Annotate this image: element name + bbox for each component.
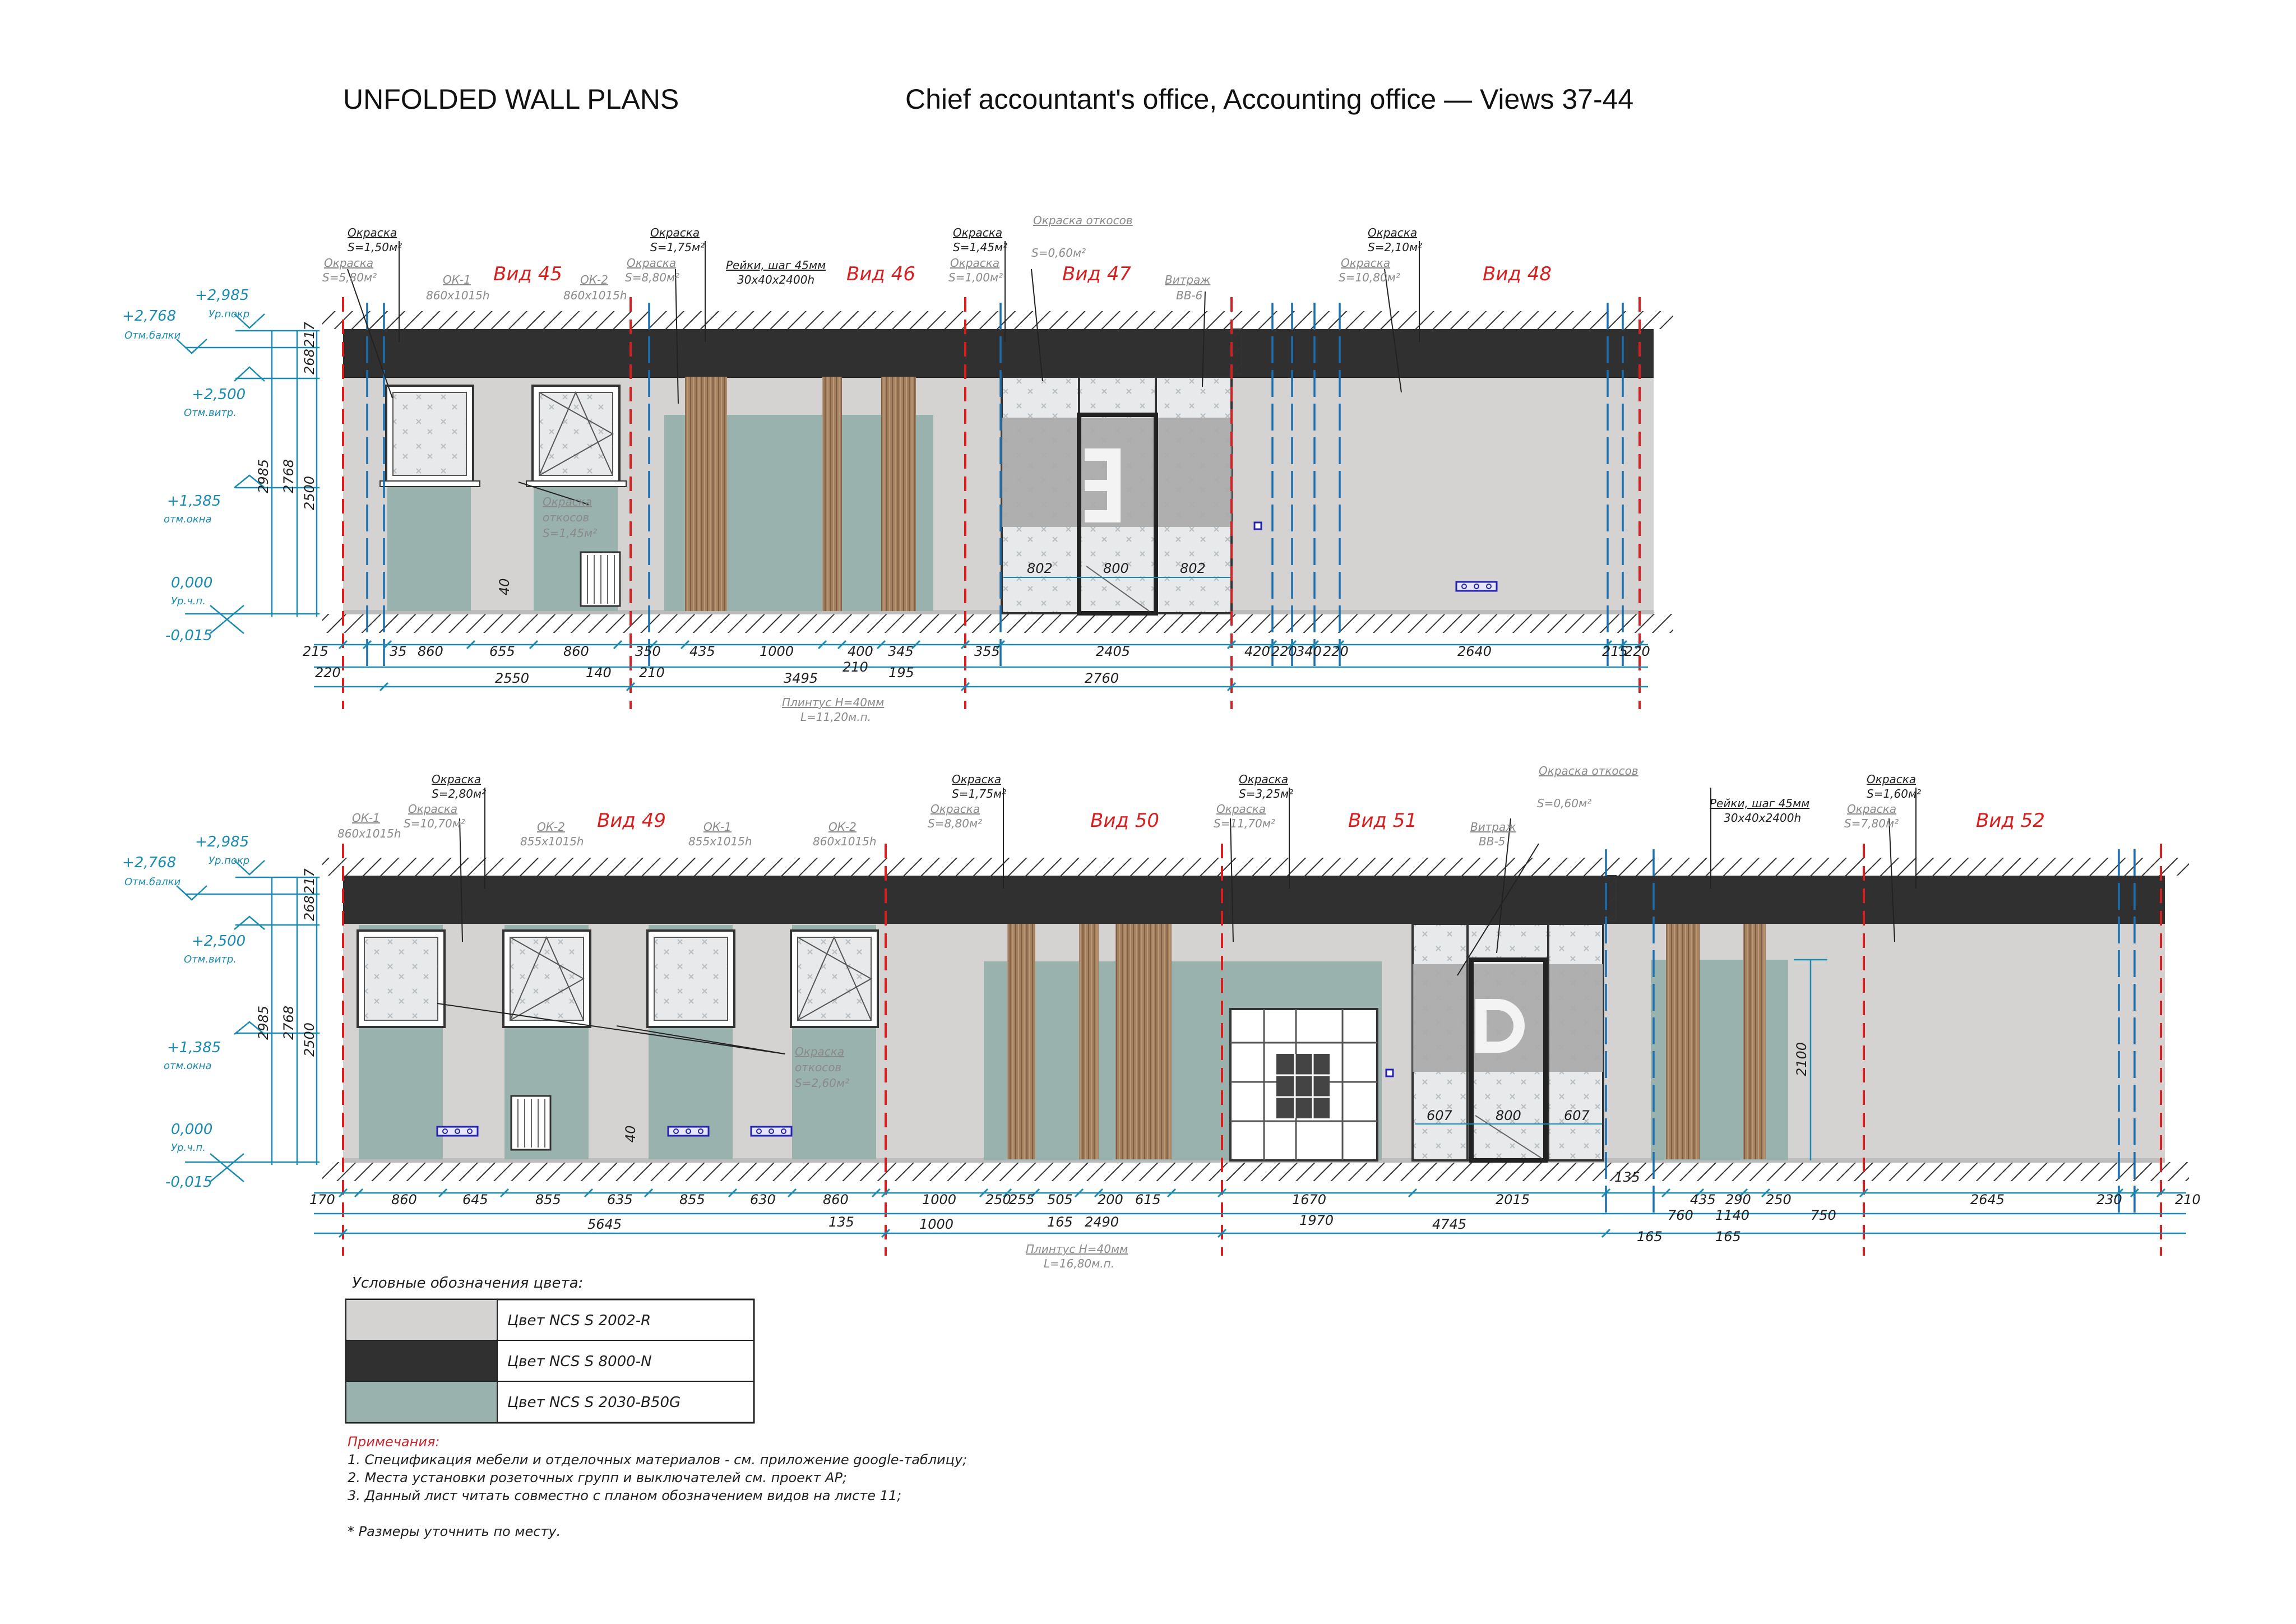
dim: 435 — [689, 644, 715, 659]
row1-elevation — [185, 241, 1673, 709]
dim: 220 — [1271, 644, 1297, 659]
wood-slat-icon — [1115, 924, 1172, 1159]
callout-area: S=7,80м² — [1844, 817, 1899, 830]
socket-icon — [1456, 582, 1497, 591]
dim: 210 — [843, 659, 868, 675]
radiator-icon — [511, 1096, 550, 1150]
dim: 250 — [1766, 1192, 1792, 1207]
door-dim: 800 — [1103, 561, 1129, 576]
view-label: Вид 45 — [493, 263, 563, 285]
door-dim: 607 — [1427, 1108, 1452, 1123]
elevation-label: 0,000 — [171, 1121, 213, 1138]
callout-name: Окраска — [408, 802, 458, 816]
dim: 1140 — [1715, 1207, 1750, 1223]
legend-item: Цвет NCS S 2030-B50G — [507, 1394, 681, 1411]
callout-area: S=8,80м² — [625, 271, 680, 284]
dim: 3495 — [784, 670, 818, 686]
callout-name: Окраска — [1867, 772, 1917, 786]
dim: 855 — [535, 1192, 561, 1207]
sheet-subtitle: Chief accountant's office, Accounting office — Views 37-44 — [905, 84, 1634, 115]
callout-name: Окраска откосов — [1539, 764, 1638, 778]
dim: 220 — [315, 665, 341, 681]
note-item: 1. Спецификация мебели и отделочных материалов - см. приложение google-таблицу; — [348, 1452, 968, 1468]
dim: 2405 — [1096, 644, 1131, 659]
dim: 215 — [303, 644, 328, 659]
callout-area: S=3,25м² — [1239, 787, 1294, 801]
dim: 215 — [1602, 644, 1628, 659]
height-dim: 2500 — [302, 475, 317, 510]
callout-area: S=1,75м² — [952, 787, 1007, 801]
door-dim: 607 — [1564, 1108, 1590, 1123]
window-icon — [533, 386, 619, 482]
small-dim: 40 — [623, 1125, 638, 1142]
dim: 165 — [1047, 1214, 1073, 1230]
height-dim: 217 — [302, 322, 317, 348]
callout-name: Витраж — [1470, 820, 1516, 834]
window-icon — [358, 931, 445, 1027]
callout-area: 30x40x2400h — [737, 273, 815, 286]
inner-note: S=1,45м² — [543, 526, 598, 540]
row2-elevation — [185, 788, 2189, 1256]
wood-slat-icon — [881, 377, 916, 611]
callout-area: ВВ-6 — [1176, 289, 1203, 302]
elevation-sub: Отм.балки — [124, 876, 181, 888]
dim: 2550 — [495, 670, 530, 686]
window-icon — [503, 931, 590, 1027]
legend-item: Цвет NCS S 2002-R — [507, 1312, 651, 1329]
dim: 255 — [1009, 1192, 1035, 1207]
wood-slat-icon — [1666, 924, 1700, 1159]
dim: 2645 — [1970, 1192, 2005, 1207]
dim: 165 — [1637, 1229, 1663, 1244]
dim: 165 — [1715, 1229, 1741, 1244]
dim: 855 — [679, 1192, 705, 1207]
plinth-note: Плинтус H=40мм — [1026, 1242, 1128, 1256]
callout-name: Витраж — [1165, 273, 1211, 286]
height-dim: 2985 — [256, 1005, 271, 1040]
callout-area: 855x1015h — [688, 835, 752, 848]
callout-area: S=11,70м² — [1214, 817, 1275, 830]
dim: 290 — [1725, 1192, 1751, 1207]
callout-area: S=1,50м² — [348, 240, 402, 254]
callout-name: ОК-2 — [537, 820, 565, 834]
color-legend — [346, 1275, 754, 1423]
wood-slat-icon — [685, 377, 727, 611]
elevation-label: +2,768 — [122, 308, 177, 325]
dim: 400 — [848, 644, 873, 659]
callout-area: S=1,60м² — [1867, 787, 1922, 801]
callout-name: Окраска — [952, 772, 1002, 786]
callout-area: 860x1015h — [813, 835, 877, 848]
dim: 1000 — [760, 644, 794, 659]
callout-name: Окраска — [931, 802, 980, 816]
elevation-sub: Ур.покр — [209, 308, 250, 320]
callout-name: Окраска — [348, 226, 397, 239]
glass-door-icon — [1413, 924, 1603, 1160]
callout-name: Окраска откосов — [1033, 214, 1133, 227]
sheet-title: UNFOLDED WALL PLANS — [343, 84, 679, 115]
callout-area: S=2,10м² — [1368, 240, 1423, 254]
callout-name: Окраска — [953, 226, 1003, 239]
footnote: * Размеры уточнить по месту. — [348, 1524, 561, 1539]
window-icon — [791, 931, 878, 1027]
height-dim: 268 — [302, 349, 317, 374]
sage-panel — [387, 482, 471, 611]
dim: 2015 — [1496, 1192, 1530, 1207]
plinth-note: L=11,20м.п. — [800, 710, 872, 724]
view-label: Вид 46 — [846, 263, 916, 285]
dim: 350 — [635, 644, 661, 659]
dim: 860 — [391, 1192, 417, 1207]
inner-note: откосов — [543, 511, 590, 524]
dim: 5645 — [587, 1216, 622, 1232]
callout-name: ОК-2 — [580, 273, 608, 286]
callout-area: 860x1015h — [563, 289, 627, 302]
dim: 2640 — [1457, 644, 1492, 659]
callout-name: Окраска — [432, 772, 482, 786]
dim: 420 — [1244, 644, 1270, 659]
dim: 860 — [418, 644, 443, 659]
callout-area: S=1,00м² — [948, 271, 1003, 284]
legend-swatch-sage — [346, 1381, 497, 1423]
dim: 140 — [586, 665, 612, 681]
elevation-sub: Отм.витр. — [184, 407, 237, 419]
dim: 340 — [1296, 644, 1322, 659]
dim: 135 — [828, 1214, 854, 1230]
socket-icon — [751, 1127, 791, 1136]
legend-swatch-light — [346, 1299, 497, 1340]
inner-note: Окраска — [795, 1045, 845, 1058]
dim: 230 — [2096, 1192, 2122, 1207]
callout-name: ОК-1 — [352, 811, 380, 825]
dim: 645 — [462, 1192, 488, 1207]
callout-name: Окраска — [1847, 802, 1897, 816]
note-item: 2. Места установки розеточных групп и выключателей см. проект АР; — [348, 1470, 847, 1486]
callout-area: S=5,80м² — [322, 271, 377, 284]
wood-slat-icon — [1007, 924, 1035, 1159]
callout-name: Рейки, шаг 45мм — [1710, 797, 1810, 810]
callout-name: Окраска — [1368, 226, 1418, 239]
dim: 4745 — [1432, 1216, 1467, 1232]
callout-area: 855x1015h — [520, 835, 584, 848]
dim: 655 — [489, 644, 515, 659]
small-dim: 40 — [497, 578, 512, 595]
callout-name: Окраска — [1239, 772, 1289, 786]
callout-name: ОК-1 — [703, 820, 732, 834]
view-label: Вид 51 — [1348, 809, 1418, 832]
callout-name: Окраска — [650, 226, 700, 239]
height-dim: 2768 — [281, 1005, 297, 1040]
callout-area: S=1,75м² — [650, 240, 705, 254]
callout-area: S=0,60м² — [1031, 246, 1086, 260]
callout-name: Окраска — [950, 256, 1000, 270]
elevation-label: -0,015 — [165, 627, 212, 644]
callout-area: S=10,70м² — [404, 817, 465, 830]
elevation-label: -0,015 — [165, 1174, 212, 1191]
dim: 2760 — [1085, 670, 1119, 686]
notes-title: Примечания: — [348, 1434, 440, 1450]
dim: 35 — [390, 644, 407, 659]
elevation-label: +2,500 — [192, 386, 246, 403]
window-icon — [386, 386, 473, 482]
dim: 2490 — [1085, 1214, 1119, 1230]
callout-area: 860x1015h — [426, 289, 490, 302]
height-2100: 2100 — [1794, 1042, 1809, 1076]
note-item: 3. Данный лист читать совместно с планом обозначением видов на листе 11; — [348, 1488, 902, 1503]
dim: 760 — [1668, 1207, 1693, 1223]
legend-swatch-dark — [346, 1340, 497, 1381]
callout-area: S=10,80м² — [1339, 271, 1400, 284]
wood-slat-icon — [1743, 924, 1766, 1159]
dim: 355 — [974, 644, 1000, 659]
legend-title: Условные обозначения цвета: — [352, 1275, 584, 1292]
door-dim: 802 — [1180, 561, 1206, 576]
dim-chain-row1 — [303, 644, 1650, 686]
callout-name: Окраска — [1341, 256, 1391, 270]
elevation-label: +2,985 — [195, 834, 249, 850]
dim: 505 — [1047, 1192, 1073, 1207]
callout-name: Рейки, шаг 45мм — [726, 258, 826, 272]
view-label: Вид 50 — [1090, 809, 1160, 832]
plinth-note: Плинтус H=40мм — [782, 696, 885, 709]
dim: 1000 — [922, 1192, 957, 1207]
view-label: Вид 49 — [597, 809, 666, 832]
view-label: Вид 47 — [1062, 263, 1132, 285]
dim: 1670 — [1292, 1192, 1327, 1207]
callout-name: Окраска — [324, 256, 374, 270]
elevation-sub: Отм.витр. — [184, 954, 237, 965]
callout-area: S=1,45м² — [953, 240, 1008, 254]
dim: 630 — [750, 1192, 776, 1207]
wood-slat-icon — [1079, 924, 1099, 1159]
dim: 210 — [639, 665, 665, 681]
dim: 195 — [888, 665, 914, 681]
legend-item: Цвет NCS S 8000-N — [507, 1353, 652, 1370]
dim: 200 — [1098, 1192, 1123, 1207]
callout-name: Окраска — [627, 256, 677, 270]
callout-name: ОК-1 — [443, 273, 471, 286]
elevation-sub: Ур.покр — [209, 855, 250, 867]
glass-door-icon — [1230, 1009, 1377, 1160]
callout-area: S=8,80м² — [928, 817, 983, 830]
callout-name: Окраска — [1216, 802, 1266, 816]
elevation-label: +1,385 — [167, 493, 221, 510]
elevation-sub: Ур.ч.п. — [171, 1142, 206, 1154]
elevation-label: +1,385 — [167, 1039, 221, 1056]
inner-note: S=2,60м² — [795, 1076, 850, 1090]
elevation-sub: отм.окна — [164, 1060, 212, 1072]
height-dim: 2500 — [302, 1022, 317, 1057]
socket-icon — [668, 1127, 709, 1136]
callout-area: S=2,80м² — [432, 787, 487, 801]
inner-note: откосов — [795, 1061, 842, 1074]
elevation-label: 0,000 — [171, 575, 213, 591]
height-dim: 2768 — [281, 459, 297, 493]
dim: 170 — [309, 1192, 335, 1207]
dim: 1000 — [919, 1216, 954, 1232]
elevation-sub: Ур.ч.п. — [171, 595, 206, 607]
callout-area: S=0,60м² — [1537, 797, 1592, 810]
dim: 615 — [1135, 1192, 1161, 1207]
wood-slat-icon — [822, 377, 842, 611]
door-dim: 800 — [1496, 1108, 1521, 1123]
dim: 250 — [985, 1192, 1011, 1207]
dim: 635 — [607, 1192, 633, 1207]
callout-area: 30x40x2400h — [1724, 811, 1802, 825]
dim: 220 — [1624, 644, 1650, 659]
inner-note: Окраска — [543, 495, 592, 508]
elevation-label: +2,985 — [195, 287, 249, 304]
elevation-sub: Отм.балки — [124, 330, 181, 341]
dim: 135 — [1614, 1169, 1640, 1185]
dim: 860 — [563, 644, 589, 659]
dim: 220 — [1323, 644, 1349, 659]
height-dim: 2985 — [256, 459, 271, 493]
dim: 345 — [888, 644, 914, 659]
dim: 435 — [1690, 1192, 1716, 1207]
callout-name: ОК-2 — [828, 820, 857, 834]
socket-icon — [437, 1127, 478, 1136]
height-dim: 268 — [302, 895, 317, 921]
callout-area: ВВ-5 — [1479, 835, 1506, 848]
door-dim: 802 — [1027, 561, 1053, 576]
view-label: Вид 52 — [1976, 809, 2045, 832]
dim: 1970 — [1299, 1213, 1334, 1228]
elevation-label: +2,768 — [122, 854, 177, 871]
elevation-label: +2,500 — [192, 933, 246, 950]
window-icon — [647, 931, 734, 1027]
dim: 210 — [2175, 1192, 2201, 1207]
elevation-sub: отм.окна — [164, 513, 212, 525]
notes — [348, 1434, 967, 1539]
radiator-icon — [581, 552, 620, 606]
callout-area: 860x1015h — [337, 827, 401, 840]
dim: 860 — [823, 1192, 849, 1207]
view-label: Вид 48 — [1483, 263, 1552, 285]
plinth-note: L=16,80м.п. — [1044, 1257, 1115, 1270]
height-dim: 217 — [302, 868, 317, 894]
dim: 750 — [1811, 1207, 1836, 1223]
